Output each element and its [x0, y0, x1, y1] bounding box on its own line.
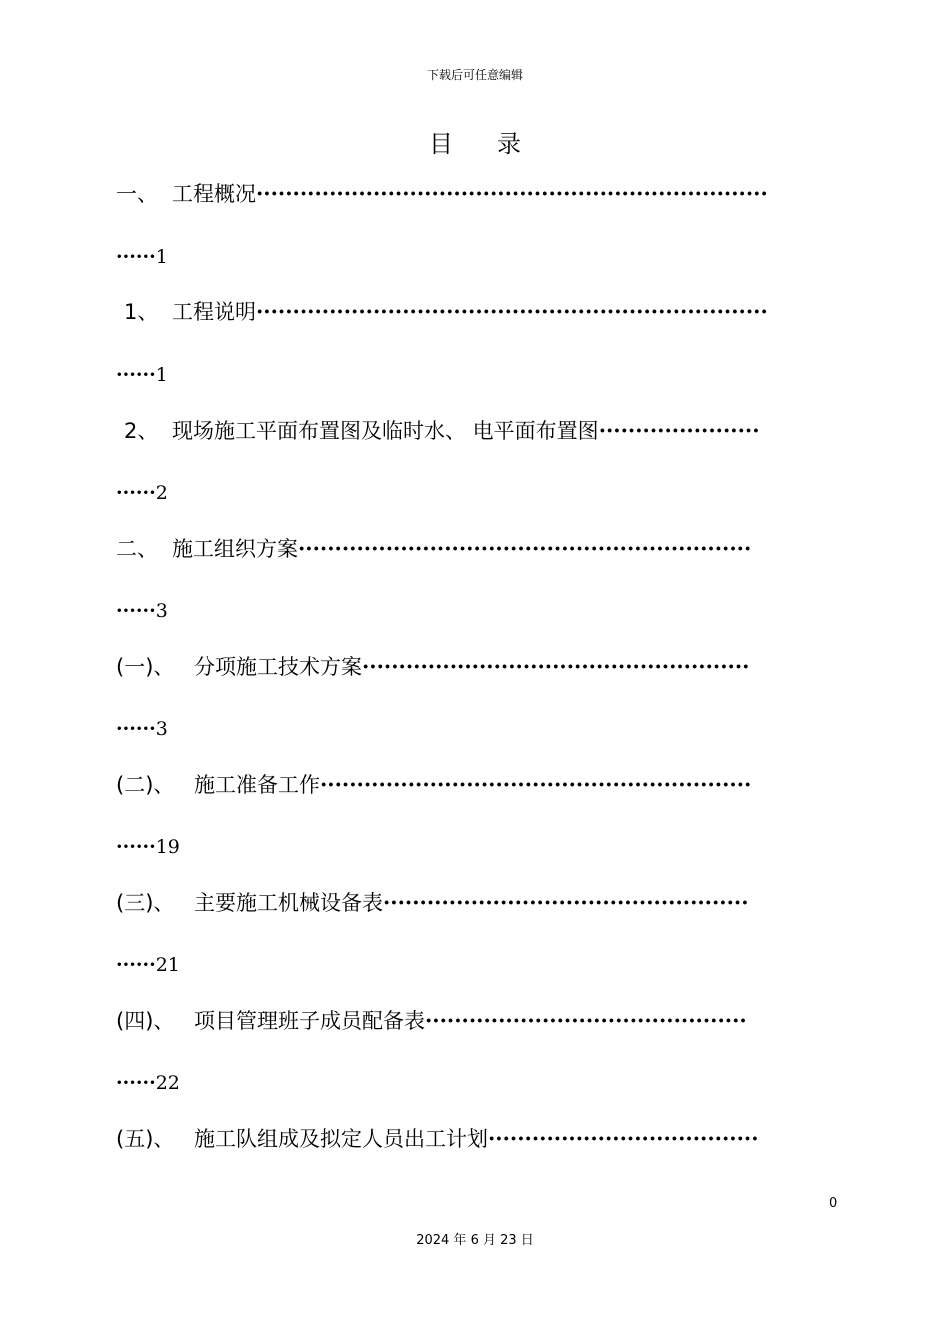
toc-entry-title: 分项施工技术方案: [194, 655, 362, 679]
toc-title: [0, 124, 950, 159]
toc-page-number: 3: [155, 600, 168, 622]
toc-page-number: 1: [155, 246, 168, 268]
toc-entry-number: (四)、: [116, 1009, 175, 1033]
toc-leader-dots: ······: [116, 1072, 156, 1094]
toc-leader-dots: ······: [116, 718, 156, 740]
toc-entry-title: 施工队组成及拟定人员出工计划: [194, 1127, 488, 1151]
toc-page-number: 19: [155, 836, 180, 858]
toc-entry-number: (五)、: [116, 1127, 175, 1151]
toc-entry-continuation: [116, 598, 168, 624]
toc-leader-dots: ············································: [425, 1008, 747, 1033]
toc-entry-continuation: [116, 716, 168, 742]
toc-entry[interactable]: [116, 298, 768, 326]
toc-entry-title: 项目管理班子成员配备表: [194, 1009, 425, 1033]
toc-page-number: 22: [155, 1072, 180, 1094]
toc-entry-continuation: [116, 834, 180, 860]
toc-entry-number: 2、: [124, 419, 159, 443]
toc-entry-title: 施工组织方案: [172, 537, 298, 561]
page-header: 下载后可任意编辑: [426, 68, 523, 82]
toc-leader-dots: ···························································: [320, 772, 752, 797]
toc-title-left: 目: [429, 130, 453, 158]
toc-entry-title: 现场施工平面布置图及临时水、 电平面布置图: [172, 419, 599, 443]
toc-entry[interactable]: [116, 653, 750, 681]
toc-entry-number: 二、: [116, 537, 158, 561]
toc-leader-dots: ······································································: [256, 181, 768, 206]
toc-leader-dots: ······: [116, 954, 156, 976]
toc-entry[interactable]: [116, 771, 751, 799]
toc-entry-title: 工程概况: [172, 182, 256, 206]
toc-page-number: 2: [155, 482, 168, 504]
toc-entry-number: (二)、: [116, 773, 175, 797]
toc-entry-number: 1、: [124, 300, 159, 324]
toc-leader-dots: ······································································: [256, 299, 768, 324]
toc-entry[interactable]: [116, 417, 760, 445]
toc-leader-dots: ······: [116, 600, 156, 622]
toc-leader-dots: ······: [116, 482, 156, 504]
toc-entry-title: 施工准备工作: [194, 773, 320, 797]
toc-entry[interactable]: [116, 889, 749, 917]
toc-leader-dots: ······················: [598, 418, 760, 443]
toc-leader-dots: ······: [116, 364, 156, 386]
toc-entry-continuation: [116, 1070, 180, 1096]
page-footer-date: 2024 年 6 月 23 日: [416, 1233, 534, 1248]
toc-page-number: 3: [155, 718, 168, 740]
toc-leader-dots: ·····················································: [362, 654, 750, 679]
toc-page-number: 21: [155, 954, 180, 976]
page-number: 0: [829, 1196, 838, 1211]
toc-leader-dots: ··················································: [383, 890, 749, 915]
toc-page-number: 1: [155, 364, 168, 386]
toc-entry-number: (三)、: [116, 891, 175, 915]
toc-entry[interactable]: [116, 1125, 759, 1153]
toc-entry[interactable]: [116, 535, 751, 563]
toc-entry-continuation: [116, 362, 168, 388]
toc-entry-continuation: [116, 952, 180, 978]
toc-entry-continuation: [116, 480, 168, 506]
toc-entry[interactable]: [116, 180, 768, 208]
toc-entry-title: 主要施工机械设备表: [194, 891, 383, 915]
toc-leader-dots: ······: [116, 836, 156, 858]
toc-leader-dots: ······························································: [298, 536, 752, 561]
toc-leader-dots: ·····································: [488, 1126, 759, 1151]
toc-entry-number: (一)、: [116, 655, 175, 679]
toc-leader-dots: ······: [116, 246, 156, 268]
toc-entry-number: 一、: [116, 182, 158, 206]
toc-entry-continuation: [116, 244, 168, 270]
toc-entry[interactable]: [116, 1007, 747, 1035]
toc-title-right: 录: [497, 130, 521, 158]
toc-entry-title: 工程说明: [172, 300, 256, 324]
